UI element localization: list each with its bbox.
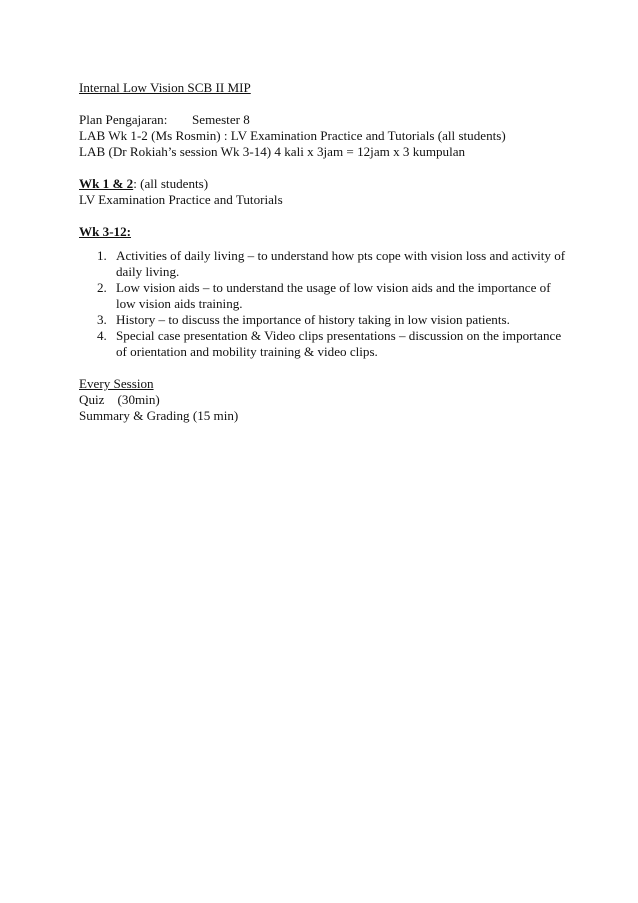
activities-list	[79, 248, 569, 360]
wk12-heading: Wk 1 & 2	[79, 176, 134, 191]
list-item-text-cont: daily living.	[116, 264, 180, 279]
document-body	[79, 80, 569, 424]
spacer	[79, 160, 569, 176]
plan-value: Semester 8	[192, 112, 250, 127]
wk12-description: LV Examination Practice and Tutorials	[79, 192, 283, 207]
list-number: 4.	[97, 328, 107, 343]
document-title: Internal Low Vision SCB II MIP	[79, 80, 251, 95]
plan-row	[79, 112, 569, 128]
every-session-heading: Every Session	[79, 376, 154, 391]
list-number: 2.	[97, 280, 107, 295]
spacer	[79, 360, 569, 376]
wk312-heading: Wk 3-12:	[79, 224, 132, 239]
spacer	[79, 208, 569, 224]
list-item	[79, 248, 569, 280]
list-number: 3.	[97, 312, 107, 327]
list-number: 1.	[97, 248, 107, 263]
spacer	[79, 96, 569, 112]
plan-label: Plan Pengajaran:	[79, 112, 168, 127]
list-item-text-cont: of orientation and mobility training & video clips.	[116, 344, 378, 359]
lab-line-1: LAB Wk 1-2 (Ms Rosmin) : LV Examination Practice and Tutorials (all students)	[79, 128, 506, 143]
list-item-text: Activities of daily living – to understand how pts cope with vision loss and activity of	[116, 248, 566, 263]
list-item	[79, 328, 569, 360]
list-item-text: Special case presentation & Video clips presentations – discussion on the importance	[116, 328, 562, 343]
list-item-text: History – to discuss the importance of history taking in low vision patients.	[116, 312, 510, 327]
list-item-text: Low vision aids – to understand the usage of low vision aids and the importance of	[116, 280, 551, 295]
list-item	[79, 312, 569, 328]
wk12-suffix: : (all students)	[133, 176, 209, 191]
wk12-row	[79, 176, 569, 192]
list-item	[79, 280, 569, 312]
list-item-text-cont: low vision aids training.	[116, 296, 243, 311]
summary-line: Summary & Grading (15 min)	[79, 408, 239, 423]
quiz-line: Quiz (30min)	[79, 392, 160, 407]
lab-line-2: LAB (Dr Rokiah’s session Wk 3-14) 4 kali x 3jam = 12jam x 3 kumpulan	[79, 144, 466, 159]
